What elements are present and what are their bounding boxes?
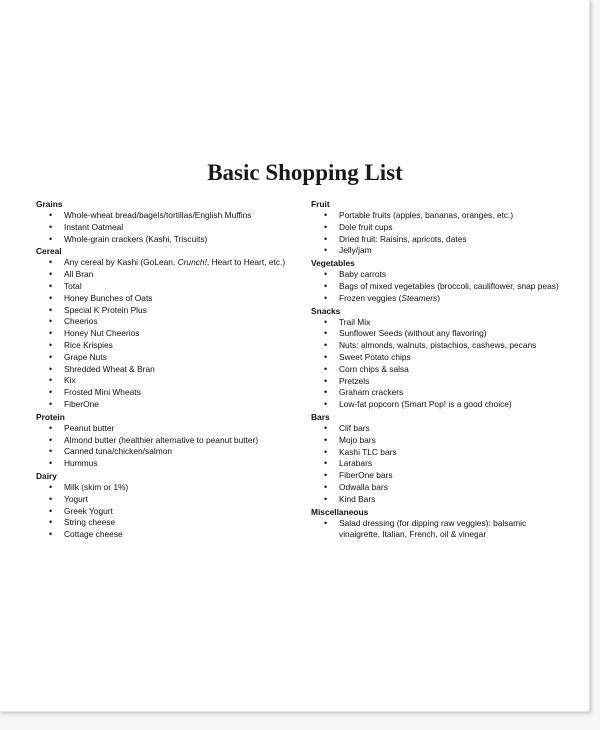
list-item: • Milk (skim or 1%) <box>34 482 299 494</box>
item-list <box>309 210 564 257</box>
list-item: • Sweet Potato chips <box>309 352 564 364</box>
section-cereal <box>34 245 299 410</box>
section-heading: Dairy <box>36 470 57 481</box>
list-item: • Odwalla bars <box>309 482 564 494</box>
section-heading: Protein <box>36 411 65 422</box>
section-heading: Vegetables <box>311 258 355 269</box>
section-grains <box>34 198 299 245</box>
item-list <box>309 518 564 542</box>
list-item: • Hummus <box>34 458 299 470</box>
list-item: • Cheerios <box>34 316 299 328</box>
list-item: • Instant Oatmeal <box>34 222 299 234</box>
list-item: • Jelly/jam <box>309 245 564 257</box>
list-item: • Honey Nut Cheerios <box>34 328 299 340</box>
section-fruit <box>309 198 564 257</box>
section-heading: Snacks <box>311 305 341 316</box>
list-item: • FiberOne <box>34 399 299 411</box>
section-heading: Bars <box>311 411 330 422</box>
item-list <box>34 482 299 541</box>
list-item: • Greek Yogurt <box>34 506 299 518</box>
list-item: • Almond butter (healthier alternative to peanut butter) <box>34 435 299 447</box>
list-item: • Sunflower Seeds (without any flavoring) <box>309 328 564 340</box>
section-snacks <box>309 305 564 411</box>
list-item: • Portable fruits (apples, bananas, oranges, etc.) <box>309 210 564 222</box>
item-list <box>34 210 299 245</box>
section-protein <box>34 411 299 470</box>
page-title: Basic Shopping List <box>207 160 403 185</box>
item-list <box>309 269 564 304</box>
left-column <box>34 198 299 541</box>
list-item: • Clif bars <box>309 423 564 435</box>
list-item: • Rice Krispies <box>34 340 299 352</box>
list-item: • Kix <box>34 375 299 387</box>
list-item: • Frosted Mini Wheats <box>34 387 299 399</box>
section-vegetables <box>309 257 564 304</box>
list-item: • Whole-grain crackers (Kashi, Triscuits) <box>34 234 299 246</box>
list-item: • Dole fruit cups <box>309 222 564 234</box>
list-item: • Corn chips & salsa <box>309 364 564 376</box>
section-heading: Grains <box>36 199 63 209</box>
item-list <box>309 317 564 411</box>
list-item: • Graham crackers <box>309 387 564 399</box>
item-list <box>34 257 299 410</box>
list-item: • Peanut butter <box>34 423 299 435</box>
list-item: • Salad dressing (for dipping raw veggies): balsamic vinaigrette, Italian, French, oil & vinegar <box>309 518 564 542</box>
list-item: • Yogurt <box>34 494 299 506</box>
section-heading: Cereal <box>36 246 62 257</box>
list-item: • FiberOne bars <box>309 470 564 482</box>
section-heading: Miscellaneous <box>311 506 369 517</box>
list-item: • Special K Protein Plus <box>34 305 299 317</box>
list-item: • Shredded Wheat & Bran <box>34 364 299 376</box>
list-item: • All Bran <box>34 269 299 281</box>
list-item: • Canned tuna/chicken/salmon <box>34 446 299 458</box>
list-item: • Dried fruit: Raisins, apricots, dates <box>309 234 564 246</box>
list-item: • Any cereal by Kashi (GoLean, Crunch!, Heart to Heart, etc.) <box>34 257 299 269</box>
section-dairy <box>34 470 299 541</box>
list-item: • Frozen veggies (Steamers) <box>309 293 564 305</box>
list-item: • Grape Nuts <box>34 352 299 364</box>
list-item: • Nuts: almonds, walnuts, pistachios, cashews, pecans <box>309 340 564 352</box>
list-item: • Total <box>34 281 299 293</box>
list-item: • Low-fat popcorn (Smart Pop! is a good choice) <box>309 399 564 411</box>
list-item: • Bags of mixed vegetables (broccoli, cauliflower, snap peas) <box>309 281 564 293</box>
list-item: • Honey Bunches of Oats <box>34 293 299 305</box>
list-item: • Whole-wheat bread/bagels/tortillas/English Muffins <box>34 210 299 222</box>
list-item: • Kind Bars <box>309 494 564 506</box>
list-item: • Larabars <box>309 458 564 470</box>
item-list <box>309 423 564 506</box>
item-list <box>34 423 299 470</box>
list-item: • Trail Mix <box>309 317 564 329</box>
list-item: • Baby carrots <box>309 269 564 281</box>
list-item: • Mojo bars <box>309 435 564 447</box>
list-item: • String cheese <box>34 517 299 529</box>
right-column <box>309 198 564 541</box>
section-heading: Fruit <box>311 199 330 209</box>
list-item: • Pretzels <box>309 376 564 388</box>
list-item: • Kashi TLC bars <box>309 447 564 459</box>
section-bars <box>309 411 564 506</box>
list-item: • Cottage cheese <box>34 529 299 541</box>
section-miscellaneous <box>309 506 564 542</box>
